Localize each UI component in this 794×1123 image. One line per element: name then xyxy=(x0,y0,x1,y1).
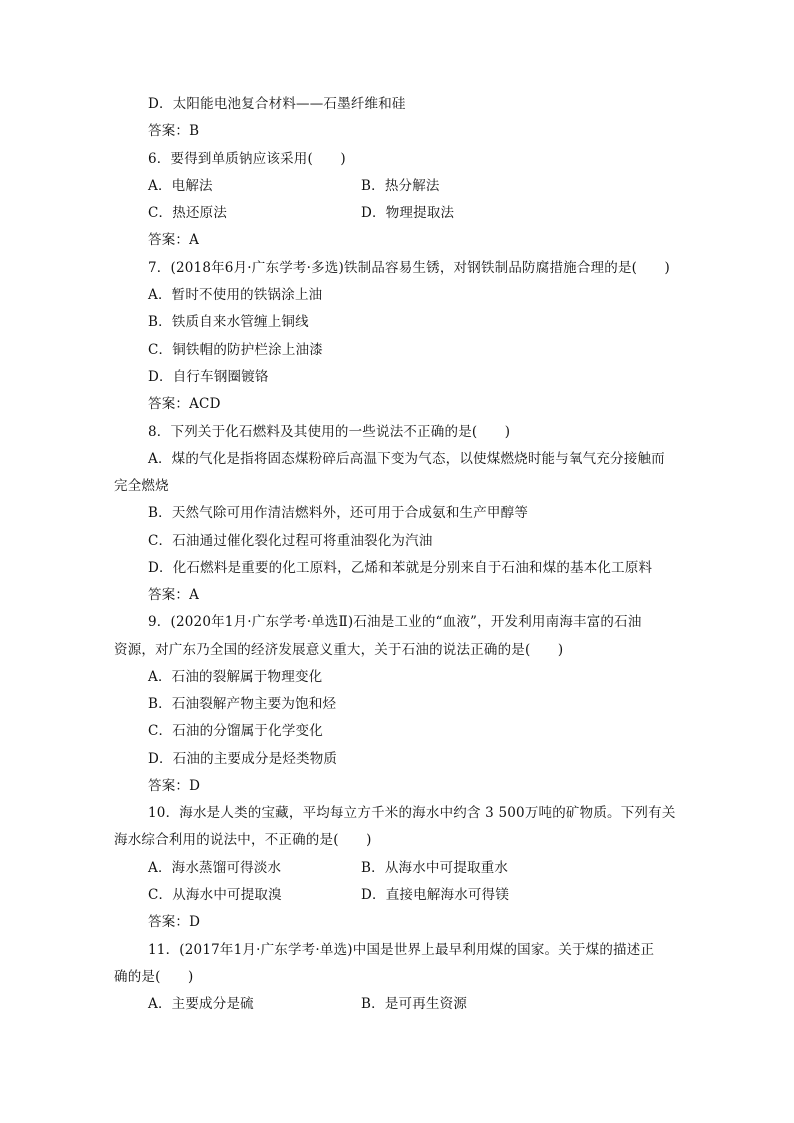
q11-stem-cont: 确的是( ) xyxy=(114,969,194,985)
q9-option-d: D．石油的主要成分是烃类物质 xyxy=(148,751,338,767)
q6-option-b: B．热分解法 xyxy=(361,178,440,194)
q10-stem-cont: 海水综合利用的说法中，不正确的是( ) xyxy=(114,832,372,848)
q9-option-c: C．石油的分馏属于化学变化 xyxy=(148,723,323,739)
q8-answer: 答案：A xyxy=(148,587,200,603)
q6-option-d: D．物理提取法 xyxy=(361,205,455,221)
q8-option-c: C．石油通过催化裂化过程可将重油裂化为汽油 xyxy=(148,533,433,549)
q10-option-b: B．从海水中可提取重水 xyxy=(361,860,509,876)
q7-stem: 7．(2018年6月·广东学考·多选)铁制品容易生锈，对钢铁制品防腐措施合理的是( ) xyxy=(148,260,670,276)
q6-option-a: A．电解法 xyxy=(148,178,213,194)
q6-option-c: C．热还原法 xyxy=(148,205,228,221)
q9-option-a: A．石油的裂解属于物理变化 xyxy=(148,669,323,685)
q9-answer: 答案：D xyxy=(148,778,201,794)
q8-option-d: D．化石燃料是重要的化工原料，乙烯和苯就是分别来自于石油和煤的基本化工原料 xyxy=(148,560,653,576)
q10-option-c: C．从海水中可提取溴 xyxy=(148,887,282,903)
q10-stem: 10．海水是人类的宝藏，平均每立方千米的海水中约含 3 500万吨的矿物质。下列有关 xyxy=(148,805,676,821)
q8-option-a-cont: 完全燃烧 xyxy=(114,478,169,494)
q11-stem: 11．(2017年1月·广东学考·单选)中国是世界上最早利用煤的国家。关于煤的描述正 xyxy=(148,942,655,958)
q8-option-b: B．天然气除可用作清洁燃料外，还可用于合成氨和生产甲醇等 xyxy=(148,505,529,521)
q5-option-d: D．太阳能电池复合材料——石墨纤维和硅 xyxy=(148,96,406,112)
q10-answer: 答案：D xyxy=(148,914,201,930)
q10-option-d: D．直接电解海水可得镁 xyxy=(361,887,510,903)
q8-option-a: A．煤的气化是指将固态煤粉碎后高温下变为气态，以使煤燃烧时能与氧气充分接触而 xyxy=(148,451,665,467)
q8-stem: 8．下列关于化石燃料及其使用的一些说法不正确的是( ) xyxy=(148,424,511,440)
q9-stem-cont: 资源，对广东乃全国的经济发展意义重大，关于石油的说法正确的是( ) xyxy=(114,642,564,658)
q6-stem: 6．要得到单质钠应该采用( ) xyxy=(148,151,346,167)
q7-option-a: A．暂时不使用的铁锅涂上油 xyxy=(148,287,323,303)
q7-option-d: D．自行车钢圈镀铬 xyxy=(148,369,269,385)
q7-answer: 答案：ACD xyxy=(148,396,221,412)
q6-answer: 答案：A xyxy=(148,232,200,248)
q7-option-c: C．铜铁帽的防护栏涂上油漆 xyxy=(148,342,323,358)
q11-option-a: A．主要成分是硫 xyxy=(148,996,254,1012)
q5-answer: 答案：B xyxy=(148,123,200,139)
q7-option-b: B．铁质自来水管缠上铜线 xyxy=(148,314,309,330)
q9-option-b: B．石油裂解产物主要为饱和烃 xyxy=(148,696,337,712)
q9-stem: 9．(2020年1月·广东学考·单选Ⅱ)石油是工业的“血液”，开发利用南海丰富的石油 xyxy=(148,614,642,630)
q10-option-a: A．海水蒸馏可得淡水 xyxy=(148,860,282,876)
q11-option-b: B．是可再生资源 xyxy=(361,996,468,1012)
